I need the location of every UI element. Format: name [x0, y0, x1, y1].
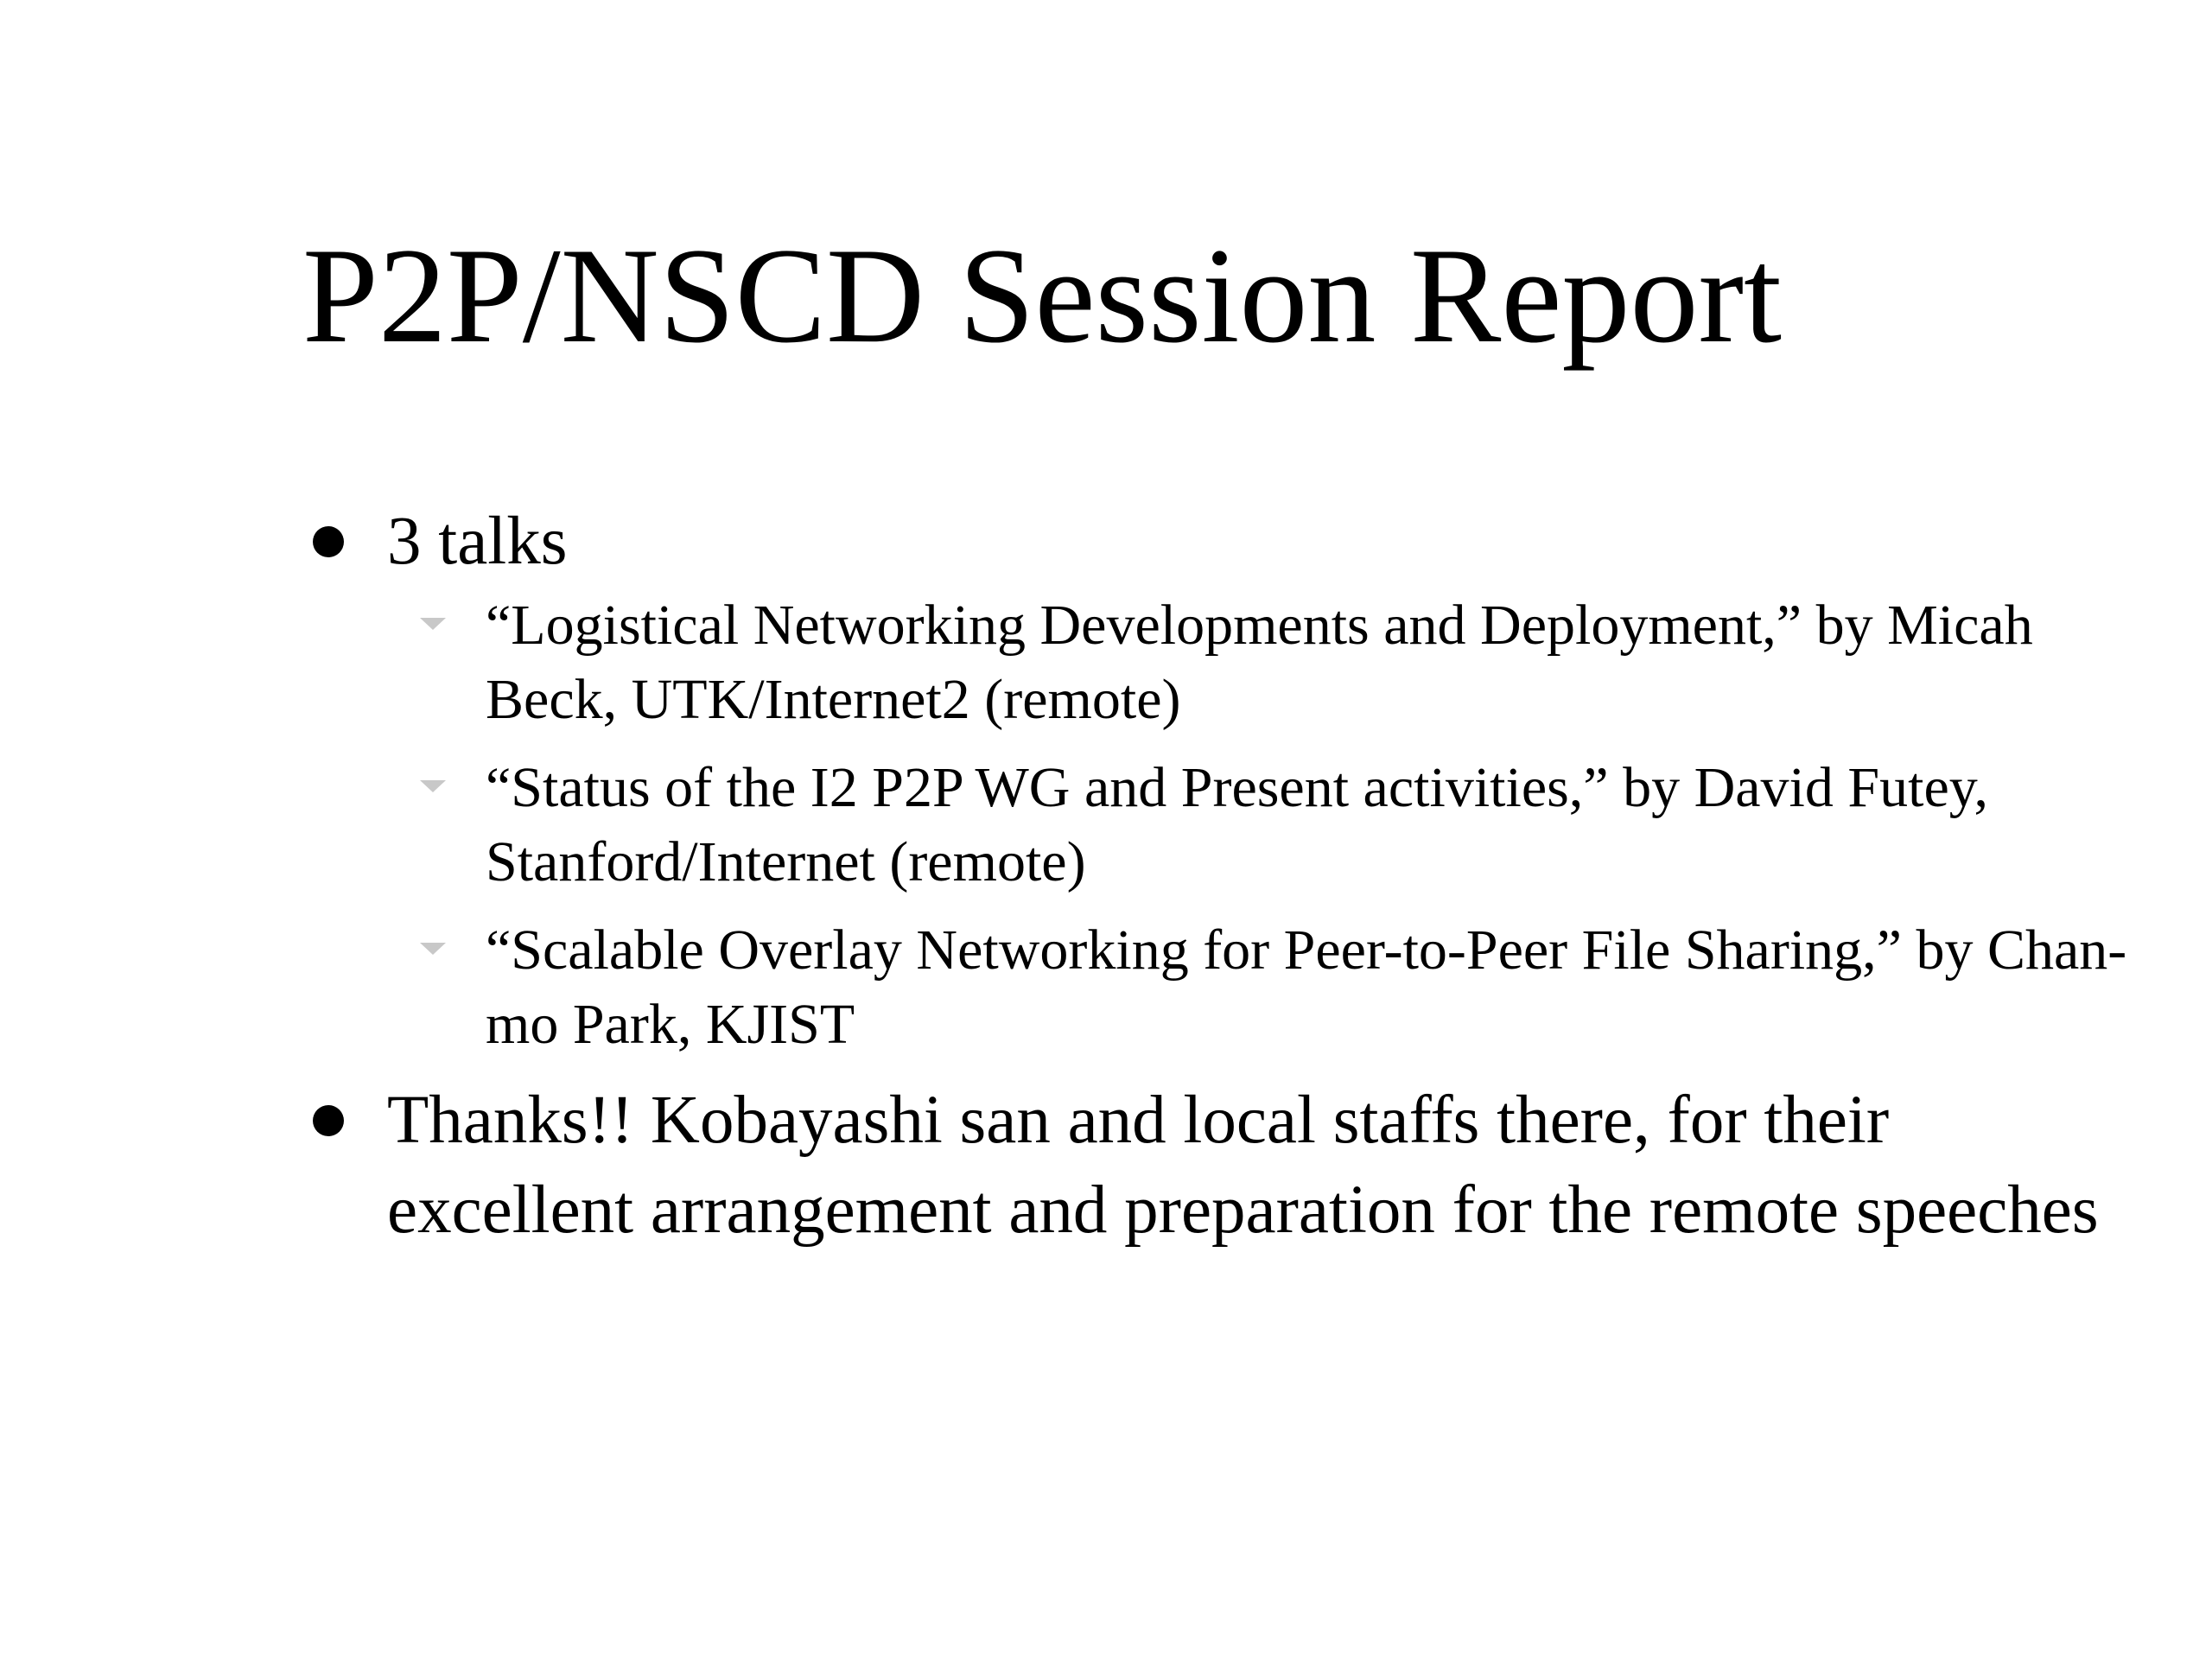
- talk-text: “Status of the I2 P2P WG and Present activities,” by David Futey, Stanford/Internet (remote): [486, 756, 1988, 893]
- bullet-text: Thanks!! Kobayashi san and local staffs there, for their excellent arrangement and preparation for the remote speeches: [387, 1083, 2099, 1248]
- triangle-down-icon: [420, 943, 446, 955]
- triangle-down-icon: [420, 618, 446, 630]
- talk-list: [486, 588, 2134, 1062]
- slide-title: P2P/NSCD Session Report: [302, 220, 1783, 372]
- talk-item: [486, 751, 2134, 899]
- talk-item: [486, 913, 2134, 1062]
- bullet-item-talks: [302, 497, 2134, 1062]
- bullet-text: 3 talks: [387, 504, 568, 579]
- talk-item: [486, 588, 2134, 737]
- bullet-dot-icon: [313, 1105, 344, 1136]
- bullet-dot-icon: [313, 526, 344, 557]
- bullet-list: [302, 497, 2134, 1255]
- talk-text: “Logistical Networking Developments and Deployment,” by Micah Beck, UTK/Internet2 (remote): [486, 594, 2033, 731]
- triangle-down-icon: [420, 780, 446, 792]
- talk-text: “Scalable Overlay Networking for Peer-to-Peer File Sharing,” by Chan-mo Park, KJIST: [486, 918, 2127, 1056]
- bullet-item-thanks: [302, 1076, 2134, 1255]
